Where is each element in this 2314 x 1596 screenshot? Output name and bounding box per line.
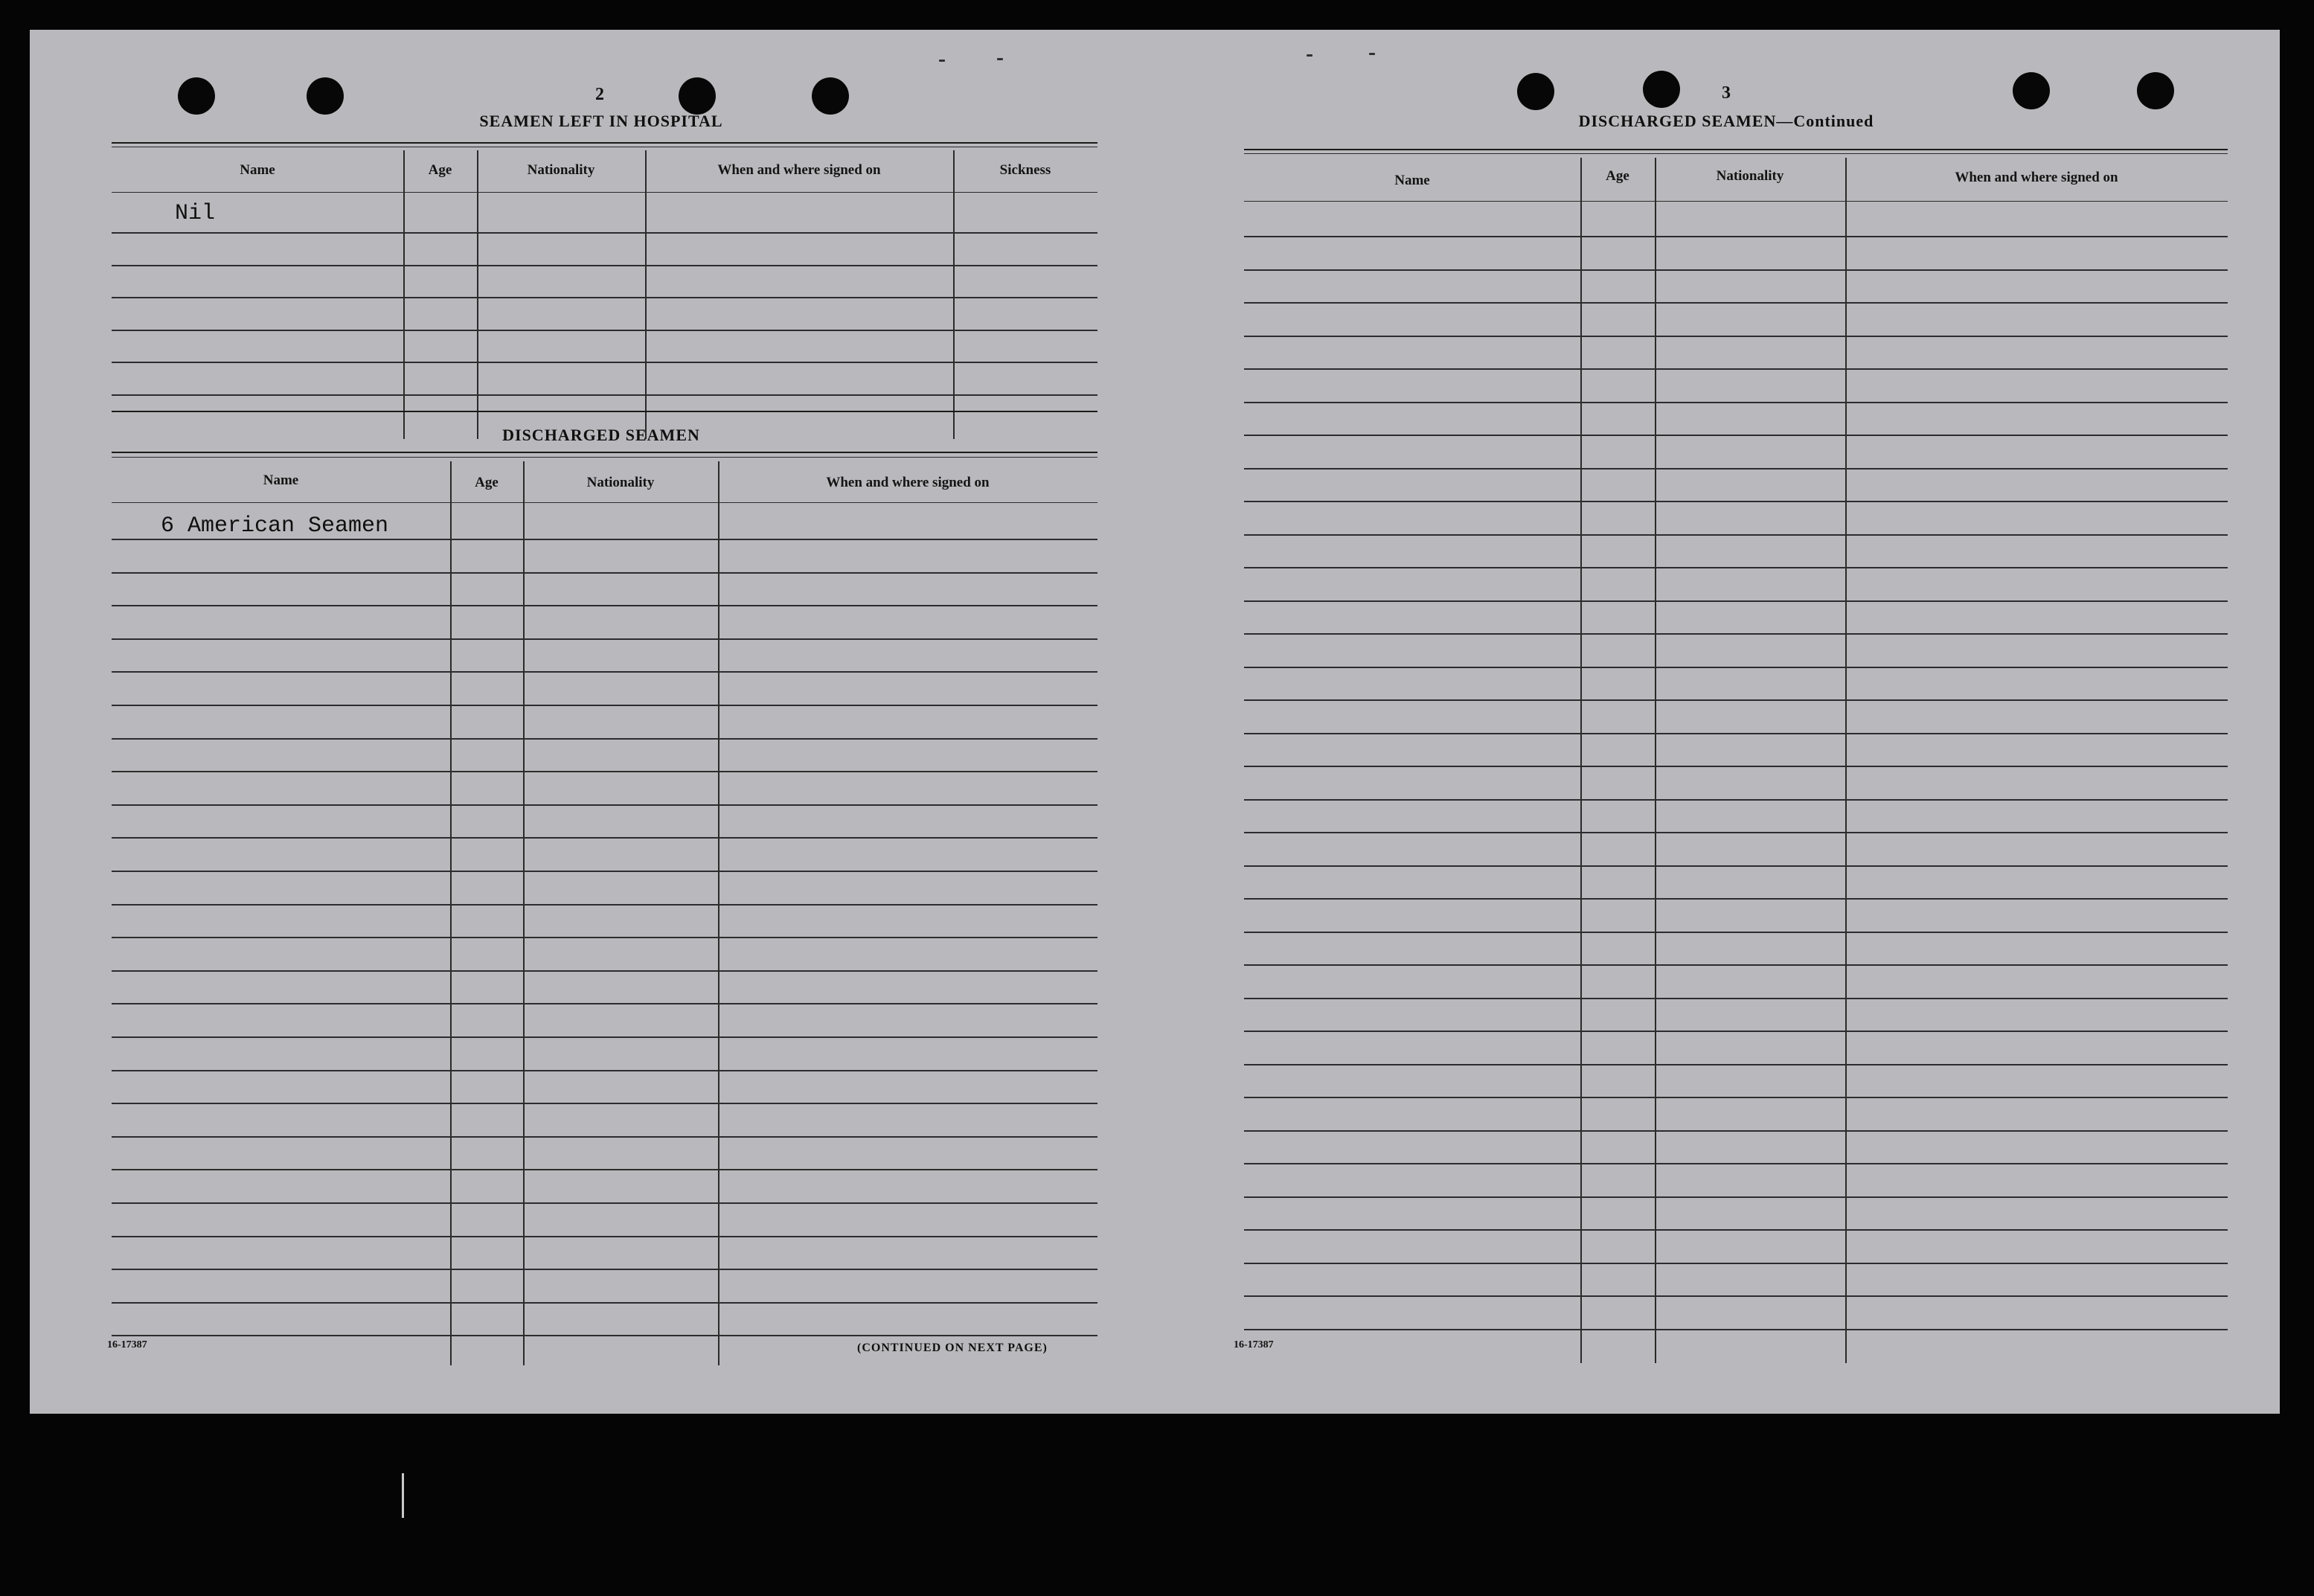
hospital-col-sickness: Sickness <box>999 162 1051 178</box>
table-row-line <box>112 671 1097 673</box>
right-col-signed-on: When and where signed on <box>1955 170 2118 185</box>
table-row-line <box>1244 336 2228 337</box>
binder-hole <box>1643 71 1680 108</box>
hospital-col-divider <box>403 150 405 439</box>
table-row-line <box>112 771 1097 772</box>
hospital-bottom-rule <box>112 411 1097 412</box>
hospital-col-signed-on: When and where signed on <box>717 162 881 178</box>
right-col-name: Name <box>1394 173 1430 188</box>
table-row-line <box>112 330 1097 331</box>
table-row-line <box>112 638 1097 640</box>
table-row-line <box>112 937 1097 938</box>
table-row-line <box>112 297 1097 298</box>
discharged-col-divider <box>718 461 719 1365</box>
binder-hole <box>679 77 716 115</box>
discharged-first-entry: 6 American Seamen <box>161 513 389 539</box>
table-row-line <box>1244 468 2228 469</box>
page-number-left: 2 <box>595 85 604 104</box>
hospital-section-title: SEAMEN LEFT IN HOSPITAL <box>479 112 723 130</box>
hospital-col-divider <box>645 150 647 439</box>
table-row-line <box>1244 832 2228 833</box>
discharged-col-nationality: Nationality <box>586 475 655 490</box>
form-number-right: 16-17387 <box>1234 1339 1274 1350</box>
table-row-line <box>1244 1097 2228 1098</box>
table-row-line <box>112 1103 1097 1104</box>
binder-hole <box>2137 72 2174 109</box>
right-header-rule <box>1244 149 2228 150</box>
paper-speck <box>939 60 945 62</box>
table-row-line <box>112 738 1097 740</box>
table-row-line <box>1244 368 2228 370</box>
hospital-col-age: Age <box>428 162 452 178</box>
hospital-column-header-bottom <box>112 192 1097 193</box>
table-row-line <box>112 394 1097 396</box>
paper-speck <box>997 58 1003 60</box>
hospital-header-rule <box>112 142 1097 144</box>
table-row-line <box>1244 501 2228 502</box>
hospital-row-name: Nil <box>175 201 216 226</box>
table-row-line <box>112 605 1097 606</box>
continued-note: (CONTINUED ON NEXT PAGE) <box>857 1342 1048 1354</box>
table-row-line <box>1244 898 2228 900</box>
table-row-line <box>112 1269 1097 1270</box>
right-col-divider <box>1655 158 1656 1363</box>
table-row-line <box>1244 269 2228 271</box>
table-row-line <box>112 904 1097 906</box>
table-row-line <box>112 232 1097 234</box>
table-row-line <box>1244 1263 2228 1264</box>
table-row-line <box>1244 633 2228 635</box>
right-col-divider <box>1580 158 1582 1363</box>
table-row-line <box>1244 1031 2228 1032</box>
table-row-line <box>112 970 1097 972</box>
discharged-header-rule <box>112 452 1097 453</box>
discharged-header-rule <box>112 457 1097 458</box>
paper-speck <box>1307 54 1313 57</box>
table-row-line <box>1244 667 2228 668</box>
table-row-line <box>1244 998 2228 999</box>
table-row-line <box>112 705 1097 706</box>
right-col-age: Age <box>1606 168 1629 184</box>
table-row-line <box>1244 1064 2228 1065</box>
page-number-right: 3 <box>1722 83 1731 103</box>
table-row-line <box>112 1236 1097 1237</box>
film-scratch <box>402 1473 404 1518</box>
hospital-col-divider <box>477 150 478 439</box>
binder-hole <box>812 77 849 115</box>
discharged-col-name: Name <box>263 472 299 488</box>
table-row-line <box>112 539 1097 540</box>
table-row-line <box>112 1202 1097 1204</box>
discharged-col-divider <box>523 461 525 1365</box>
hospital-col-nationality: Nationality <box>527 162 595 178</box>
table-row-line <box>1244 236 2228 237</box>
table-row-line <box>1244 932 2228 933</box>
right-col-divider <box>1845 158 1847 1363</box>
table-row-line <box>112 265 1097 266</box>
table-row-line <box>112 837 1097 839</box>
binder-hole <box>307 77 344 115</box>
ledger-sheet <box>30 30 2280 1414</box>
table-row-line <box>112 362 1097 363</box>
binder-hole <box>1517 73 1554 110</box>
right-header-rule <box>1244 153 2228 154</box>
table-row-line <box>112 1169 1097 1170</box>
table-row-line <box>1244 799 2228 801</box>
discharged-col-age: Age <box>475 475 499 490</box>
table-row-line <box>112 1302 1097 1304</box>
table-row-line <box>112 1003 1097 1004</box>
table-row-line <box>112 572 1097 574</box>
paper-speck <box>1369 53 1375 55</box>
table-row-line <box>1244 865 2228 867</box>
table-row-line <box>1244 534 2228 536</box>
discharged-section-title: DISCHARGED SEAMEN <box>502 426 700 444</box>
discharged-col-divider <box>450 461 452 1365</box>
table-row-line <box>1244 766 2228 767</box>
table-row-line <box>1244 964 2228 966</box>
table-row-line <box>1244 600 2228 602</box>
hospital-col-divider <box>953 150 955 439</box>
table-row-line <box>1244 1329 2228 1330</box>
hospital-col-name: Name <box>240 162 275 178</box>
binder-hole <box>178 77 215 115</box>
table-row-line <box>112 1036 1097 1038</box>
discharged-column-header-bottom <box>112 502 1097 503</box>
table-row-line <box>112 1070 1097 1071</box>
table-row-line <box>112 804 1097 806</box>
table-row-line <box>1244 1130 2228 1132</box>
table-row-line <box>1244 302 2228 304</box>
right-column-header-bottom <box>1244 201 2228 202</box>
table-row-line <box>112 1335 1097 1336</box>
table-row-line <box>1244 1163 2228 1164</box>
table-row-line <box>1244 1295 2228 1297</box>
table-row-line <box>1244 1229 2228 1231</box>
table-row-line <box>1244 402 2228 403</box>
discharged-continued-title: DISCHARGED SEAMEN—Continued <box>1578 112 1874 130</box>
table-row-line <box>1244 435 2228 436</box>
table-row-line <box>1244 699 2228 701</box>
table-row-line <box>1244 733 2228 734</box>
form-number-left: 16-17387 <box>107 1339 147 1350</box>
table-row-line <box>112 1136 1097 1138</box>
binder-hole <box>2013 72 2050 109</box>
discharged-col-signed-on: When and where signed on <box>826 475 990 490</box>
right-col-nationality: Nationality <box>1716 168 1784 184</box>
table-row-line <box>1244 567 2228 568</box>
table-row-line <box>1244 1196 2228 1198</box>
table-row-line <box>112 871 1097 872</box>
